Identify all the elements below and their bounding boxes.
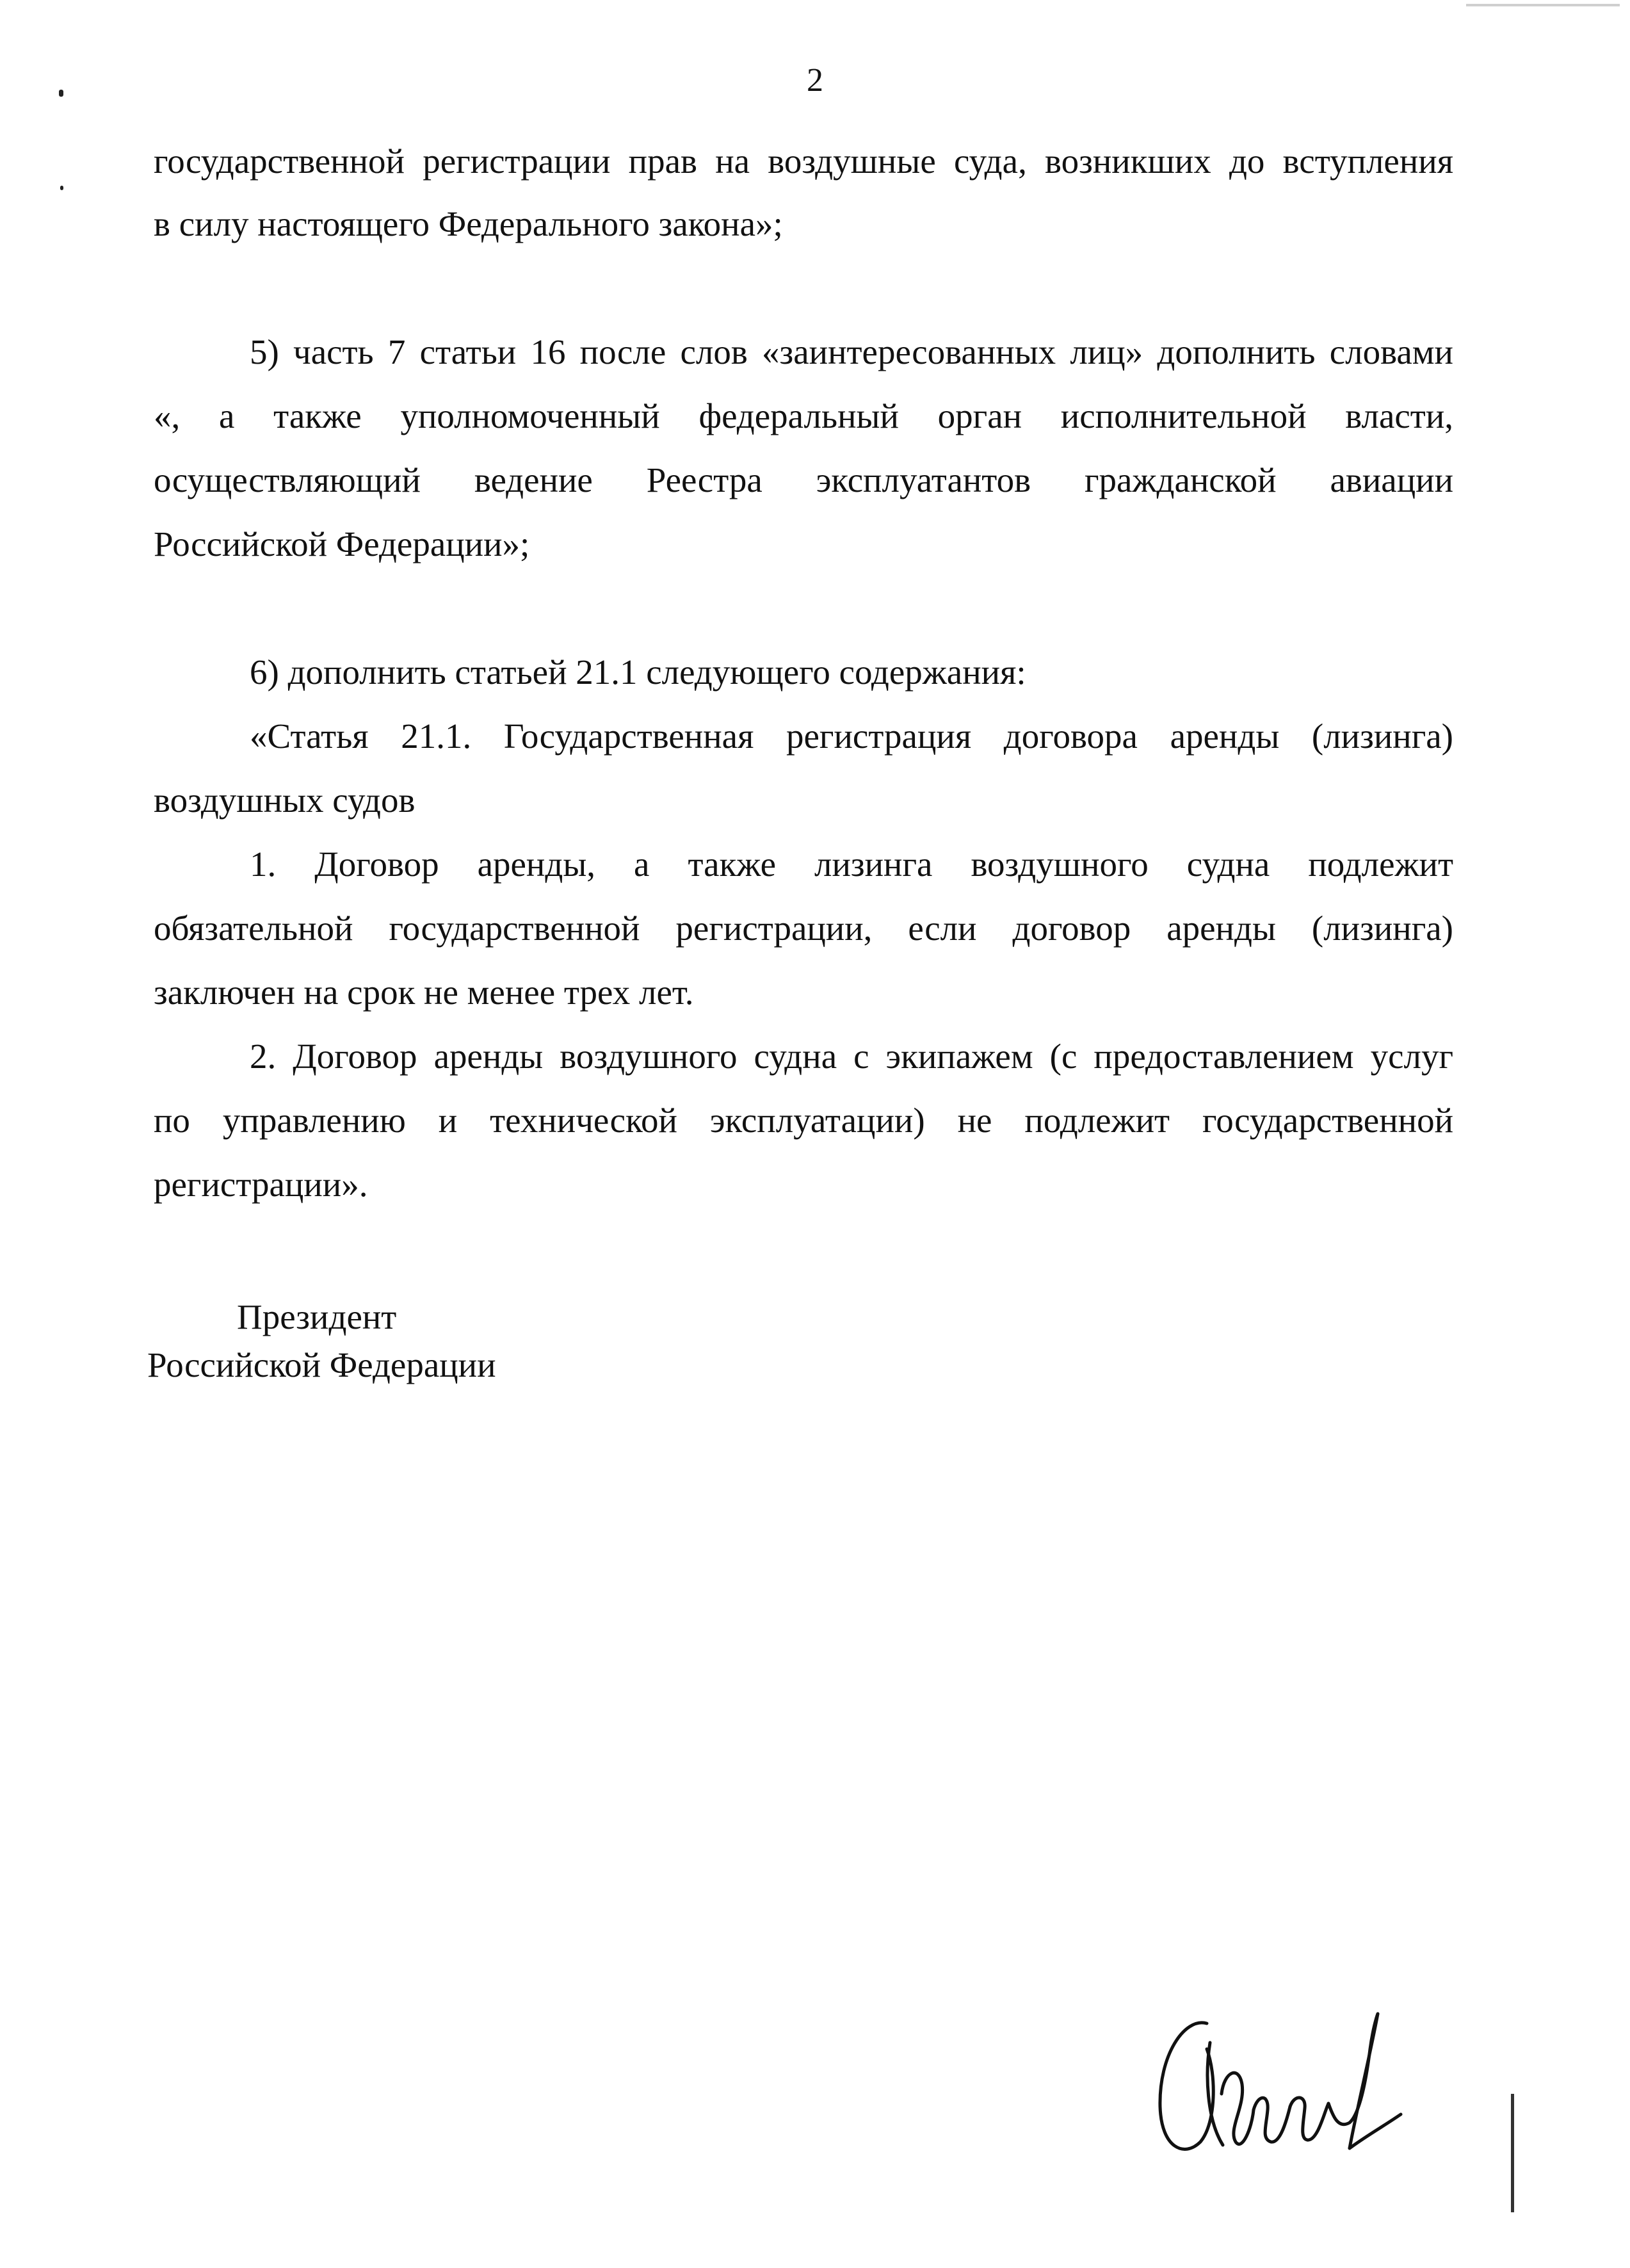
article-point-1-line: 1. Договор аренды, а также лизинга воздушного судна подлежит <box>250 845 1453 884</box>
handwritten-signature-icon <box>1146 1998 1415 2164</box>
margin-speck-2 <box>60 186 63 190</box>
paragraph-continuation-line: государственной регистрации прав на воздушные суда, возникших до вступления <box>154 142 1453 181</box>
signatory-title-line: Президент <box>237 1297 397 1336</box>
article-point-2-line: регистрации». <box>154 1165 368 1204</box>
article-point-2-line: 2. Договор аренды воздушного судна с экипажем (с предоставлением услуг <box>250 1037 1453 1076</box>
article-point-1-line: обязательной государственной регистрации, если договор аренды (лизинга) <box>154 909 1453 948</box>
top-edge-rule <box>1466 4 1620 6</box>
page-number: 2 <box>807 62 823 99</box>
article-point-1-line: заключен на срок не менее трех лет. <box>154 973 694 1012</box>
item-6-line: 6) дополнить статьей 21.1 следующего содержания: <box>250 652 1026 692</box>
article-heading-line: «Статья 21.1. Государственная регистрация договора аренды (лизинга) <box>250 717 1453 756</box>
item-5-line: «, а также уполномоченный федеральный орган исполнительной власти, <box>154 396 1453 435</box>
item-5-line: осуществляющий ведение Реестра эксплуатантов гражданской авиации <box>154 460 1453 499</box>
item-5-line: 5) часть 7 статьи 16 после слов «заинтересованных лиц» дополнить словами <box>250 332 1453 371</box>
margin-speck-1 <box>59 90 63 97</box>
signatory-title-line: Российской Федерации <box>147 1345 496 1384</box>
scan-edge-line <box>1511 2094 1514 2212</box>
item-5-line: Российской Федерации»; <box>154 524 530 563</box>
article-point-2-line: по управлению и технической эксплуатации) не подлежит государственной <box>154 1101 1453 1140</box>
article-heading-line: воздушных судов <box>154 781 416 820</box>
paragraph-continuation-line: в силу настоящего Федерального закона»; <box>154 204 783 243</box>
